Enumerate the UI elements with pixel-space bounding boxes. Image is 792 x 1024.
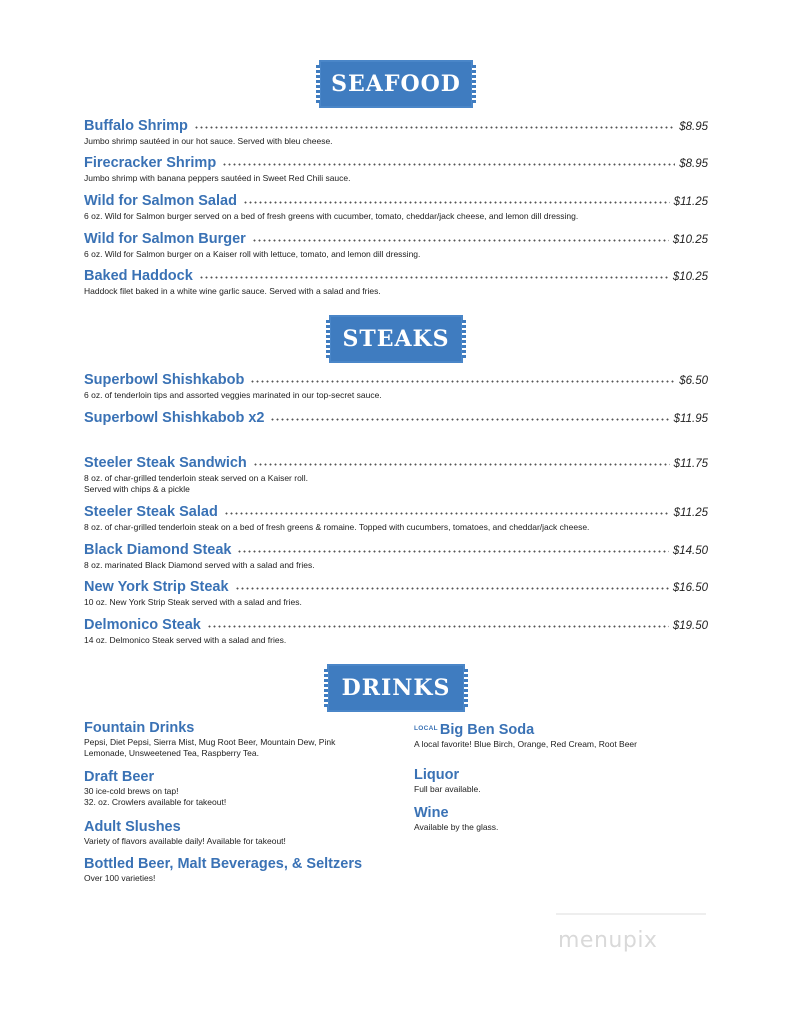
leader-dots <box>237 543 668 553</box>
menu-item <box>84 372 708 401</box>
drink-name: Fountain Drinks <box>84 720 195 736</box>
drink-item <box>84 720 335 759</box>
item-description: Jumbo shrimp sautéed in our hot sauce. Served with bleu cheese. <box>84 136 333 146</box>
drink-name: Draft Beer <box>84 769 155 785</box>
item-description: 10 oz. New York Strip Steak served with a salad and fries. <box>84 597 302 607</box>
leader-dots <box>243 194 670 204</box>
item-description: 6 oz. of tenderloin tips and assorted veggies marinated in our top-secret sauce. <box>84 390 382 400</box>
item-price: $19.50 <box>672 620 708 632</box>
drink-title <box>414 720 637 739</box>
leader-dots <box>194 119 675 129</box>
steaks-heading: STEAKS <box>331 317 461 361</box>
drink-title <box>414 805 498 822</box>
item-line <box>84 155 708 173</box>
item-price: $14.50 <box>672 545 708 557</box>
drink-title <box>414 767 481 784</box>
item-line <box>84 504 708 522</box>
drink-title <box>84 769 226 786</box>
leader-dots <box>270 411 669 421</box>
leader-dots <box>253 456 670 466</box>
menu-item <box>84 193 708 222</box>
item-price: $6.50 <box>679 375 708 387</box>
menu-item <box>84 231 708 260</box>
item-name: Steeler Steak Sandwich <box>84 455 247 471</box>
menu-item <box>84 410 708 428</box>
drink-item <box>84 856 362 884</box>
drink-description: Pepsi, Diet Pepsi, Sierra Mist, Mug Root Beer, Mountain Dew, Pink <box>84 737 336 747</box>
item-description: 8 oz. marinated Black Diamond served with a salad and fries. <box>84 560 315 570</box>
item-name: Superbowl Shishkabob <box>84 372 245 388</box>
drink-description: Available by the glass. <box>414 822 499 832</box>
drink-item <box>414 805 498 833</box>
menu-item <box>84 542 708 571</box>
drink-description: A local favorite! Blue Birch, Orange, Red Cream, Root Beer <box>414 739 637 749</box>
drink-item <box>84 819 286 847</box>
item-price: $10.25 <box>672 234 708 246</box>
item-price: $8.95 <box>679 121 708 133</box>
leader-dots <box>199 269 669 279</box>
drink-item <box>84 769 226 808</box>
drink-name: Wine <box>414 805 449 821</box>
item-name: Baked Haddock <box>84 268 193 284</box>
leader-dots <box>252 232 669 242</box>
seafood-heading: SEAFOOD <box>321 62 471 106</box>
item-name: New York Strip Steak <box>84 579 229 595</box>
drink-item <box>414 767 481 795</box>
item-name: Steeler Steak Salad <box>84 504 218 520</box>
drink-title <box>84 856 362 873</box>
item-description: Jumbo shrimp with banana peppers sautéed in Sweet Red Chili sauce. <box>84 173 351 183</box>
item-line <box>84 617 708 635</box>
drink-name: Liquor <box>414 767 460 783</box>
drink-description: 32. oz. Crowlers available for takeout! <box>84 797 227 807</box>
item-price: $11.75 <box>673 458 708 470</box>
menu-item <box>84 455 708 495</box>
item-description: Served with chips & a pickle <box>84 484 190 494</box>
item-description: 14 oz. Delmonico Steak served with a salad and fries. <box>84 635 287 645</box>
item-line <box>84 579 708 597</box>
item-line <box>84 455 708 473</box>
item-line <box>84 542 708 560</box>
item-price: $11.95 <box>673 413 708 425</box>
item-name: Firecracker Shrimp <box>84 155 217 171</box>
item-line <box>84 268 708 286</box>
drink-description: Variety of flavors available daily! Available for takeout! <box>84 836 286 846</box>
item-name: Buffalo Shrimp <box>84 118 188 134</box>
menu-item <box>84 118 708 147</box>
leader-dots <box>207 618 669 628</box>
item-price: $11.25 <box>673 507 708 519</box>
menu-item <box>84 579 708 608</box>
drinks-heading: DRINKS <box>329 666 463 710</box>
drink-description: 30 ice-cold brews on tap! <box>84 786 179 796</box>
drink-title <box>84 819 286 836</box>
item-price: $8.95 <box>679 158 708 170</box>
item-description: 6 oz. Wild for Salmon burger served on a bed of fresh greens with cucumber, tomato, cheddar/jack cheese, and lemon dill dressing. <box>84 211 579 221</box>
drink-description: Over 100 varieties! <box>84 873 156 883</box>
drink-item <box>414 720 637 750</box>
drink-name: Bottled Beer, Malt Beverages, & Seltzers <box>84 856 363 872</box>
item-line <box>84 118 708 136</box>
menu-item <box>84 504 708 533</box>
item-name: Wild for Salmon Salad <box>84 193 237 209</box>
leader-dots <box>235 580 669 590</box>
leader-dots <box>222 156 675 166</box>
drink-name: Adult Slushes <box>84 819 181 835</box>
local-tag: LOCAL <box>414 725 438 732</box>
item-name: Wild for Salmon Burger <box>84 231 246 247</box>
drink-title <box>84 720 335 737</box>
menu-item <box>84 268 708 297</box>
drink-description: Lemonade, Unsweetened Tea, Raspberry Tea. <box>84 748 259 758</box>
item-line <box>84 231 708 249</box>
leader-dots <box>224 505 670 515</box>
item-name: Superbowl Shishkabob x2 <box>84 410 265 426</box>
leader-dots <box>250 373 675 383</box>
watermark-divider <box>556 913 706 915</box>
item-price: $16.50 <box>672 582 708 594</box>
item-price: $10.25 <box>672 271 708 283</box>
drink-description: Full bar available. <box>414 784 481 794</box>
item-price: $11.25 <box>673 196 708 208</box>
item-name: Delmonico Steak <box>84 617 201 633</box>
menu-item <box>84 617 708 646</box>
item-description: Haddock filet baked in a white wine garlic sauce. Served with a salad and fries. <box>84 286 381 296</box>
item-line <box>84 372 708 390</box>
menu-item <box>84 155 708 184</box>
drink-name: Big Ben Soda <box>439 722 535 738</box>
item-description: 8 oz. of char-grilled tenderloin steak served on a Kaiser roll. <box>84 473 308 483</box>
watermark-logo: menupix <box>558 928 658 953</box>
item-name: Black Diamond Steak <box>84 542 232 558</box>
item-description: 8 oz. of char-grilled tenderloin steak on a bed of fresh greens & romaine. Topped with cucumbers, tomatoes, and cheddar/jack cheese. <box>84 522 590 532</box>
item-description: 6 oz. Wild for Salmon burger on a Kaiser roll with lettuce, tomato, and lemon dill dressing. <box>84 249 421 259</box>
item-line <box>84 193 708 211</box>
item-line <box>84 410 708 428</box>
